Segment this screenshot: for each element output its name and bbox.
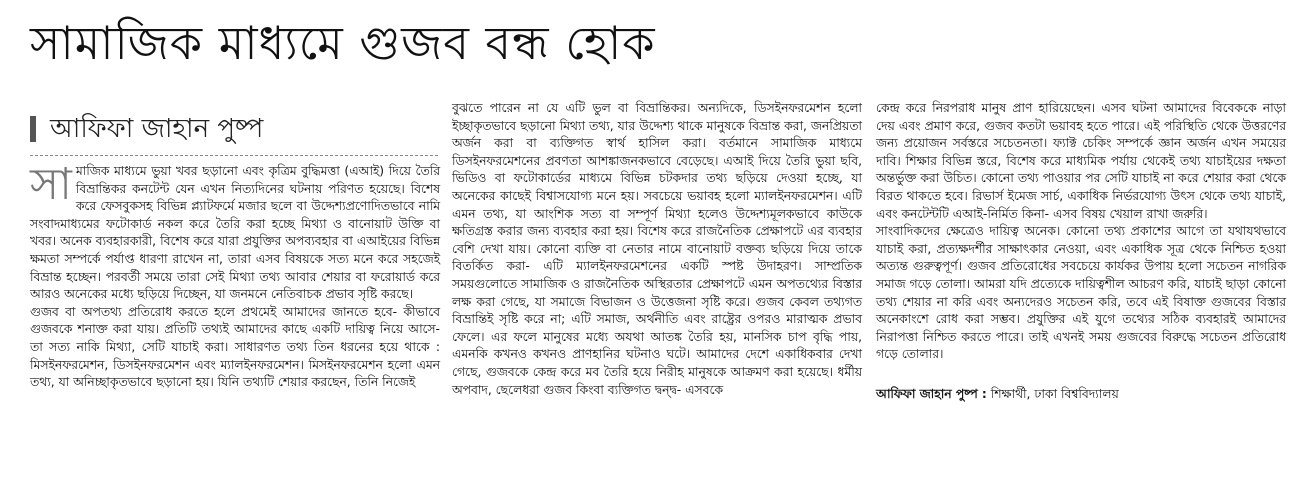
- paragraph: গুজব বা অপতথ্য প্রতিরোধ করতে হলে প্রথমেই আমাদের জানতে হবে- কীভাবে গুজবকে শনাক্ত করা যায়। প্রতিটি তথ্যই আমাদের কাছে একটি দায়িত্ব নিয়ে আসে- তা সত্য নাকি মিথ্যা, সেটি যাচাই করা। সাধারণত তথ্য তিন ধরনের হয়ে থাকে : মিসইনফরমেশন, ডিসইনফরমেশন এবং ম্যালইনফরমেশন। মিসইনফরমেশন হলো এমন তথ্য, যা অনিচ্ছাকৃতভাবে ছড়ানো হয়। যিনি তথ্যটি শেয়ার করছেন, তিনি নিজেই: [30, 304, 440, 390]
- author-footnote: [876, 386, 1286, 404]
- paragraph: কেন্দ্র করে নিরপরাধ মানুষ প্রাণ হারিয়েছেন। এসব ঘটনা আমাদের বিবেককে নাড়া দেয় এবং প্রমাণ করে, গুজব কতটা ভয়াবহ হতে পারে। এই পরিস্থিতি থেকে উত্তরণের জন্য প্রয়োজন সর্বস্তরে সচেতনতা। ফ্যাক্ট চেকিং সম্পর্কে জ্ঞান অর্জন এখন সময়ের দাবি। শিক্ষার বিভিন্ন স্তরে, বিশেষ করে মাধ্যমিক পর্যায় থেকেই তথ্য যাচাইয়ের দক্ষতা অন্তর্ভুক্ত করা উচিত। কোনো তথ্য পাওয়ার পর সেটি যাচাই না করে শেয়ার করা থেকে বিরত থাকতে হবে। রিভার্স ইমেজ সার্চ, একাধিক নির্ভরযোগ্য উৎস থেকে তথ্য যাচাই, এবং কনটেন্টটি এআই-নির্মিত কিনা- এসব বিষয় খেয়াল রাখা জরুরি।: [876, 101, 1286, 221]
- article-column-2: [452, 100, 862, 399]
- article-column-1: [30, 159, 440, 392]
- footnote-author-name: আফিফা জাহান পুষ্প :: [876, 386, 987, 401]
- paragraph: সাংবাদিকদের ক্ষেত্রেও দায়িত্ব অনেক। কোনো তথ্য প্রকাশের আগে তা যথাযথভাবে যাচাই করা, প্রত্যক্ষদর্শীর সাক্ষাৎকার নেওয়া, এবং একাধিক সূত্র থেকে নিশ্চিত হওয়া অত্যন্ত গুরুত্বপূর্ণ। গুজব প্রতিরোধের সবচেয়ে কার্যকর উপায় হলো সচেতন নাগরিক সমাজ গড়ে তোলা। আমরা যদি প্রত্যেকে দায়িত্বশীল আচরণ করি, যাচাই ছাড়া কোনো তথ্য শেয়ার না করি এবং অন্যদেরও সচেতন করি, তবে এই বিষাক্ত গুজবের বিস্তার অনেকাংশে রোধ করা সম্ভব। প্রযুক্তির এই যুগে তথ্যের সঠিক ব্যবহারই আমাদের নিরাপত্তা নিশ্চিত করতে পারে। তাই এখনই সময় গুজবের বিরুদ্ধে সচেতন প্রতিরোধ গড়ে তোলার।: [876, 224, 1286, 362]
- article-headline: সামাজিক মাধ্যমে গুজব বন্ধ হোক: [30, 16, 656, 70]
- drop-cap: সা: [30, 159, 72, 210]
- author-byline: [30, 112, 263, 146]
- byline-divider: [30, 155, 438, 156]
- author-name: আফিফা জাহান পুষ্প: [50, 114, 264, 144]
- article-column-3: [876, 100, 1286, 404]
- footnote-author-role: শিক্ষার্থী, ঢাকা বিশ্ববিদ্যালয়: [990, 386, 1119, 401]
- paragraph: মাজিক মাধ্যমে ভুয়া খবর ছড়ানো এবং কৃত্রিম বুদ্ধিমত্তা (এআই) দিয়ে তৈরি বিভ্রান্তিকর কনটেন্ট যেন এখন নিত্যদিনের ঘটনায় পরিণত হয়েছে। বিশেষ করে ফেসবুকসহ বিভিন্ন প্ল্যাটফর্মে মজার ছলে বা উদ্দেশ্যপ্রণোদিতভাবে নামি সংবাদমাধ্যমের ফটোকার্ড নকল করে তৈরি করা হচ্ছে মিথ্যা ও বানোয়াট উক্তি বা খবর। অনেক ব্যবহারকারী, বিশেষ করে যারা প্রযুক্তির অপব্যবহার বা এআইয়ের বিভিন্ন ক্ষমতা সম্পর্কে পর্যাপ্ত ধারণা রাখেন না, তারা এসব বিষয়কে সত্য মনে করে সহজেই বিভ্রান্ত হচ্ছেন। পরবর্তী সময়ে তারা সেই মিথ্যা তথ্য আবার শেয়ার বা ফরোয়ার্ড করে আরও অনেকের মধ্যে ছড়িয়ে দিচ্ছেন, যা জনমনে নেতিবাচক প্রভাব সৃষ্টি করছে।: [30, 164, 440, 302]
- byline-bar: [30, 116, 36, 142]
- paragraph: বুঝতে পারেন না যে এটি ভুল বা বিভ্রান্তিকর। অন্যদিকে, ডিসইনফরমেশন হলো ইচ্ছাকৃতভাবে ছড়ানো মিথ্যা তথ্য, যার উদ্দেশ্য থাকে মানুষকে বিভ্রান্ত করা, জনপ্রিয়তা অর্জন করা বা ব্যক্তিগত স্বার্থ হাসিল করা। বর্তমানে সামাজিক মাধ্যমে ডিসইনফরমেশনের প্রবণতা আশঙ্কাজনকভাবে বেড়েছে। এআই দিয়ে তৈরি ভুয়া ছবি, ভিডিও বা ফটোকার্ডের মাধ্যমে বিভিন্ন চটকদার তথ্য ছড়িয়ে দেওয়া হচ্ছে, যা অনেকের কাছেই বিশ্বাসযোগ্য মনে হয়। সবচেয়ে ভয়াবহ হলো ম্যালইনফরমেশন। এটি এমন তথ্য, যা আংশিক সত্য বা সম্পূর্ণ মিথ্যা হলেও উদ্দেশ্যমূলকভাবে কাউকে ক্ষতিগ্রস্ত করার জন্য ব্যবহার করা হয়। বিশেষ করে রাজনৈতিক প্রেক্ষাপটে এর ব্যবহার বেশি দেখা যায়। কোনো ব্যক্তি বা নেতার নামে বানোয়াট বক্তব্য ছড়িয়ে দিয়ে তাকে বিতর্কিত করা- এটি ম্যালইনফরমেশনের একটি স্পষ্ট উদাহরণ। সাম্প্রতিক সময়গুলোতে সামাজিক ও রাজনৈতিক অস্থিরতার প্রেক্ষাপটে এমন অপতথ্যের বিস্তার লক্ষ করা গেছে, যা সমাজে বিভাজন ও উত্তেজনা সৃষ্টি করে। গুজব কেবল তথ্যগত বিভ্রান্তিই সৃষ্টি করে না; এটি সমাজ, অর্থনীতি এবং রাষ্ট্রের ওপরও মারাত্মক প্রভাব ফেলে। এর ফলে মানুষের মধ্যে অযথা আতঙ্ক তৈরি হয়, মানসিক চাপ বৃদ্ধি পায়, এমনকি কখনও কখনও প্রাণহানির ঘটনাও ঘটে। আমাদের দেশে একাধিকবার দেখা গেছে, গুজবকে কেন্দ্র করে মব তৈরি হয়ে নিরীহ মানুষকে আক্রমণ করা হয়েছে। ধর্মীয় অপবাদ, ছেলেধরা গুজব কিংবা ব্যক্তিগত দ্বন্দ্ব- এসবকে: [452, 101, 862, 397]
